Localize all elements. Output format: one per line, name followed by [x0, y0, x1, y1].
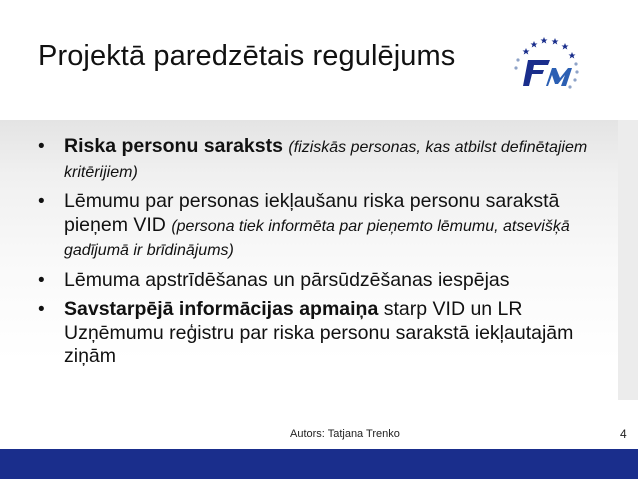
- bullet-bold-text: Savstarpējā informācijas apmaiņa: [64, 298, 379, 320]
- logo-star-5: [562, 43, 569, 50]
- logo-dot-4: [568, 85, 571, 88]
- logo-fm-mark: [523, 60, 572, 86]
- bullet-list: [36, 135, 626, 375]
- bullet-italic-text: (persona tiek informēta par pieņemto lēmumu, atsevišķā gadījumā ir brīdinājums): [64, 217, 570, 259]
- bullet-text: Lēmumu par personas iekļaušanu riska personu sarakstā pieņem VID: [64, 190, 560, 236]
- bullet-item: [36, 298, 626, 369]
- logo-dot-3: [573, 78, 576, 81]
- bullet-italic-text: (fiziskās personas, kas atbilst definētajiem kritērijiem): [64, 139, 588, 181]
- ministry-of-finance-logo-icon: [506, 30, 590, 102]
- bullet-bold-text: Riska personu saraksts: [64, 135, 283, 157]
- logo-dot-5: [516, 58, 519, 61]
- bullet-text: starp VID un LR Uzņēmumu reģistru par riska personu sarakstā iekļautajām ziņām: [64, 298, 574, 367]
- footer-author: Autors: Tatjana Trenko: [290, 428, 400, 440]
- page-number: 4: [620, 427, 627, 441]
- logo-dot-1: [574, 62, 577, 65]
- bullet-item: [36, 135, 626, 184]
- logo-star-1: [523, 48, 530, 55]
- logo-star-4: [552, 38, 559, 45]
- bullet-item: [36, 269, 626, 293]
- logo-star-6: [569, 52, 576, 59]
- logo-star-3: [541, 37, 548, 44]
- logo-dot-2: [575, 70, 578, 73]
- bullet-text: Lēmuma apstrīdēšanas un pārsūdzēšanas iespējas: [64, 268, 510, 291]
- logo-star-2: [531, 41, 538, 48]
- slide-header: [0, 0, 638, 120]
- logo-dot-6: [514, 66, 517, 69]
- bullet-item: [36, 190, 626, 263]
- slide-title: Projektā paredzētais regulējums: [38, 40, 456, 72]
- bottom-bar: [0, 449, 638, 479]
